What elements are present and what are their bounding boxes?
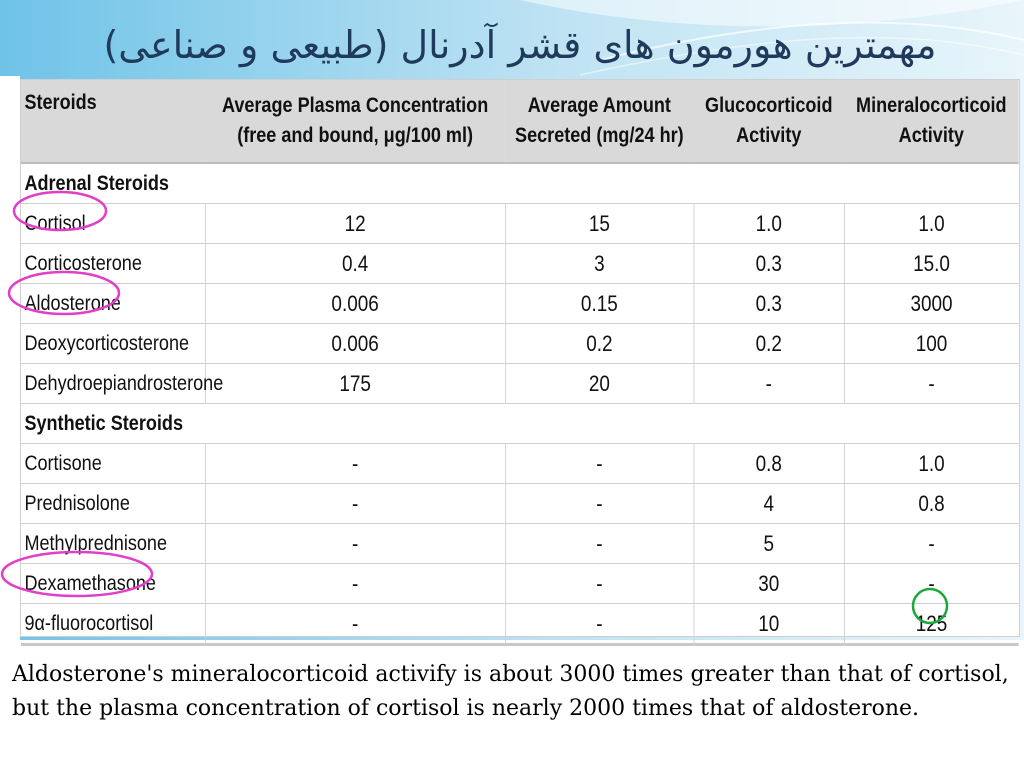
table-cell: 0.8 — [844, 484, 1019, 524]
slide-caption: Aldosterone's mineralocorticoid activify is about 3000 times greater than that of cortisol, but the plasma concentration of cortisol is nearly 2000 times that of aldosterone. — [12, 662, 1009, 721]
table-cell: - — [205, 484, 505, 524]
table-cell: 0.006 — [205, 284, 505, 324]
table-cell: 15.0 — [844, 244, 1019, 284]
table-cell: 0.3 — [694, 244, 845, 284]
table-cell: - — [844, 564, 1019, 604]
table-cell: 0.006 — [205, 324, 505, 364]
table-cell: - — [844, 364, 1019, 404]
table-cell: 30 — [694, 564, 845, 604]
table-row — [21, 564, 1019, 604]
table-cell: - — [505, 604, 693, 645]
steroid-table — [21, 80, 1019, 646]
table-cell: 4 — [694, 484, 845, 524]
table-cell: 15 — [505, 204, 693, 244]
table-cell: 0.8 — [694, 444, 845, 484]
steroid-name: 9α-fluorocortisol — [21, 604, 205, 645]
steroid-name: Cortisone — [21, 444, 205, 484]
steroid-name: Methylprednisone — [21, 524, 205, 564]
table-cell: - — [505, 524, 693, 564]
steroid-name: Deoxycorticosterone — [21, 324, 205, 364]
group-label: Adrenal Steroids — [21, 163, 1019, 204]
group-label: Synthetic Steroids — [21, 404, 1019, 444]
column-header-mineralocorticoid-activity: Mineralocorticoid Activity — [844, 80, 1019, 163]
column-header-amount-secreted: Average Amount Secreted (mg/24 hr) — [505, 80, 693, 163]
table-cell: 5 — [694, 524, 845, 564]
steroid-table-container — [21, 80, 1019, 636]
table-cell: - — [205, 604, 505, 645]
table-cell: - — [205, 524, 505, 564]
table-cell: - — [694, 364, 845, 404]
table-cell: 3 — [505, 244, 693, 284]
table-row — [21, 204, 1019, 244]
table-cell: 12 — [205, 204, 505, 244]
table-header-row — [21, 80, 1019, 163]
table-row — [21, 364, 1019, 404]
table-cell: 175 — [205, 364, 505, 404]
steroid-name: Aldosterone — [21, 284, 205, 324]
table-cell: 0.3 — [694, 284, 845, 324]
table-row — [21, 284, 1019, 324]
column-header-steroids: Steroids — [21, 80, 205, 163]
steroid-name: Corticosterone — [21, 244, 205, 284]
table-cell: 20 — [505, 364, 693, 404]
table-cell: 1.0 — [694, 204, 845, 244]
table-cell: 3000 — [844, 284, 1019, 324]
table-cell: 1.0 — [844, 204, 1019, 244]
table-cell: 0.2 — [505, 324, 693, 364]
column-header-plasma-concentration: Average Plasma Concentration (free and bound, μg/100 ml) — [205, 80, 505, 163]
table-cell: 1.0 — [844, 444, 1019, 484]
table-row — [21, 604, 1019, 645]
slide-title: مهمترین هورمون های قشر آدرنال (طبیعی و صناعی) — [103, 23, 937, 67]
steroid-name: Dexamethasone — [21, 564, 205, 604]
steroid-name: Dehydroepiandrosterone — [21, 364, 205, 404]
table-cell: 10 — [694, 604, 845, 645]
table-row — [21, 324, 1019, 364]
table-cell: - — [505, 564, 693, 604]
table-cell: 0.15 — [505, 284, 693, 324]
table-cell: - — [505, 484, 693, 524]
table-cell: 100 — [844, 324, 1019, 364]
group-row-adrenal — [21, 163, 1019, 204]
steroid-name: Prednisolone — [21, 484, 205, 524]
steroid-name: Cortisol — [21, 204, 205, 244]
column-header-glucocorticoid-activity: Glucocorticoid Activity — [694, 80, 845, 163]
table-cell: - — [844, 524, 1019, 564]
table-row — [21, 444, 1019, 484]
table-cell: 0.2 — [694, 324, 845, 364]
group-row-synthetic — [21, 404, 1019, 444]
table-row — [21, 524, 1019, 564]
table-cell: - — [205, 444, 505, 484]
table-row — [21, 484, 1019, 524]
table-cell: - — [205, 564, 505, 604]
table-cell: - — [505, 444, 693, 484]
table-row — [21, 244, 1019, 284]
table-cell: 125 — [844, 604, 1019, 645]
table-cell: 0.4 — [205, 244, 505, 284]
